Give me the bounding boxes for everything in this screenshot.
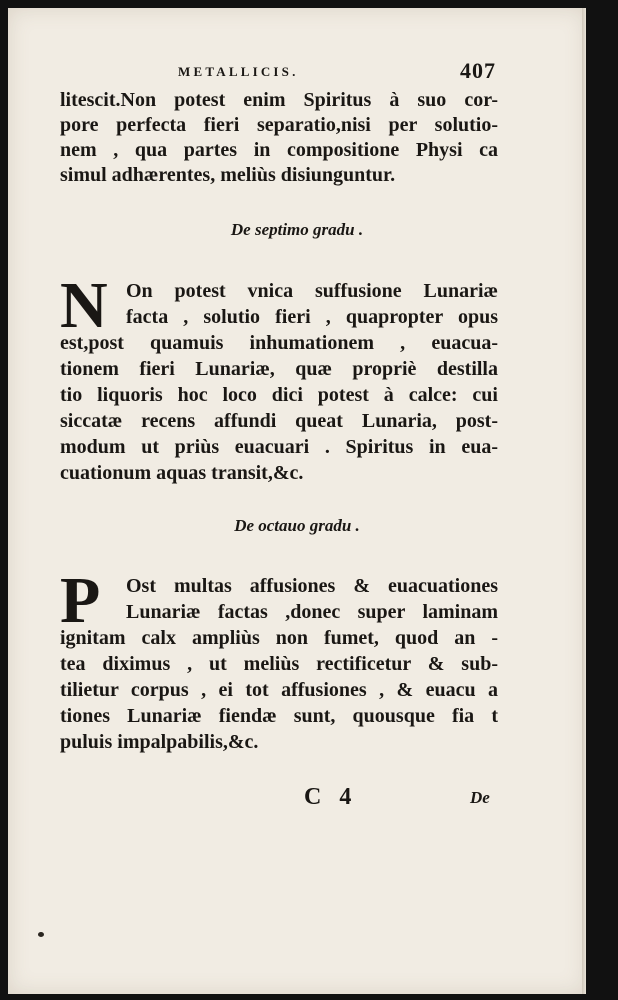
text-line: ignitam calx ampliùs non fumet, quod an - <box>60 627 498 649</box>
text-line: tionem fieri Lunariæ, quæ propriè destilla <box>60 358 498 380</box>
text-line: cuationum aquas transit,&c. <box>60 462 304 484</box>
text-line: Ost multas affusiones & euacuationes <box>126 575 498 597</box>
running-head: METALLICIS. <box>178 64 299 79</box>
signature-mark: C 4 <box>304 784 358 810</box>
drop-cap-p: P <box>60 564 101 637</box>
text-line: siccatæ recens affundi queat Lunaria, post- <box>60 410 498 432</box>
text-line: puluis impalpabilis,&c. <box>60 731 259 753</box>
text-line: est,post quamuis inhumationem , euacua- <box>60 332 498 354</box>
text-line: Lunariæ factas ,donec super laminam <box>126 601 498 623</box>
text-line: tio liquoris hoc loco dici potest à calce: cui <box>60 384 498 406</box>
section-heading-seventh: De septimo gradu . <box>230 220 364 239</box>
text-line: tilietur corpus , ei tot affusiones , & euacu a <box>60 679 498 701</box>
text-line: modum ut priùs euacuari . Spiritus in eua- <box>60 436 498 458</box>
text-line: simul adhærentes, meliùs disiunguntur. <box>60 164 396 186</box>
page-edge-shadow <box>582 8 586 994</box>
catchword: De <box>470 788 490 807</box>
page-number: 407 <box>460 58 496 83</box>
text-line: tea diximus , ut meliùs rectificetur & sub- <box>60 653 498 675</box>
text-line: litescit.Non potest enim Spiritus à suo cor- <box>60 89 498 111</box>
text-line: facta , solutio fieri , quapropter opus <box>126 306 498 328</box>
book-page <box>8 8 586 994</box>
ink-smudge <box>38 932 44 937</box>
section-heading-eighth: De octauo gradu . <box>234 516 360 535</box>
drop-cap-n: N <box>60 269 108 342</box>
text-line: tiones Lunariæ fiendæ sunt, quousque fia t <box>60 705 498 727</box>
page-header <box>58 58 496 84</box>
text-line: pore perfecta fieri separatio,nisi per solutio- <box>60 114 498 136</box>
text-line: On potest vnica suffusione Lunariæ <box>126 280 498 302</box>
text-line: nem , qua partes in compositione Physi ca <box>60 139 498 161</box>
